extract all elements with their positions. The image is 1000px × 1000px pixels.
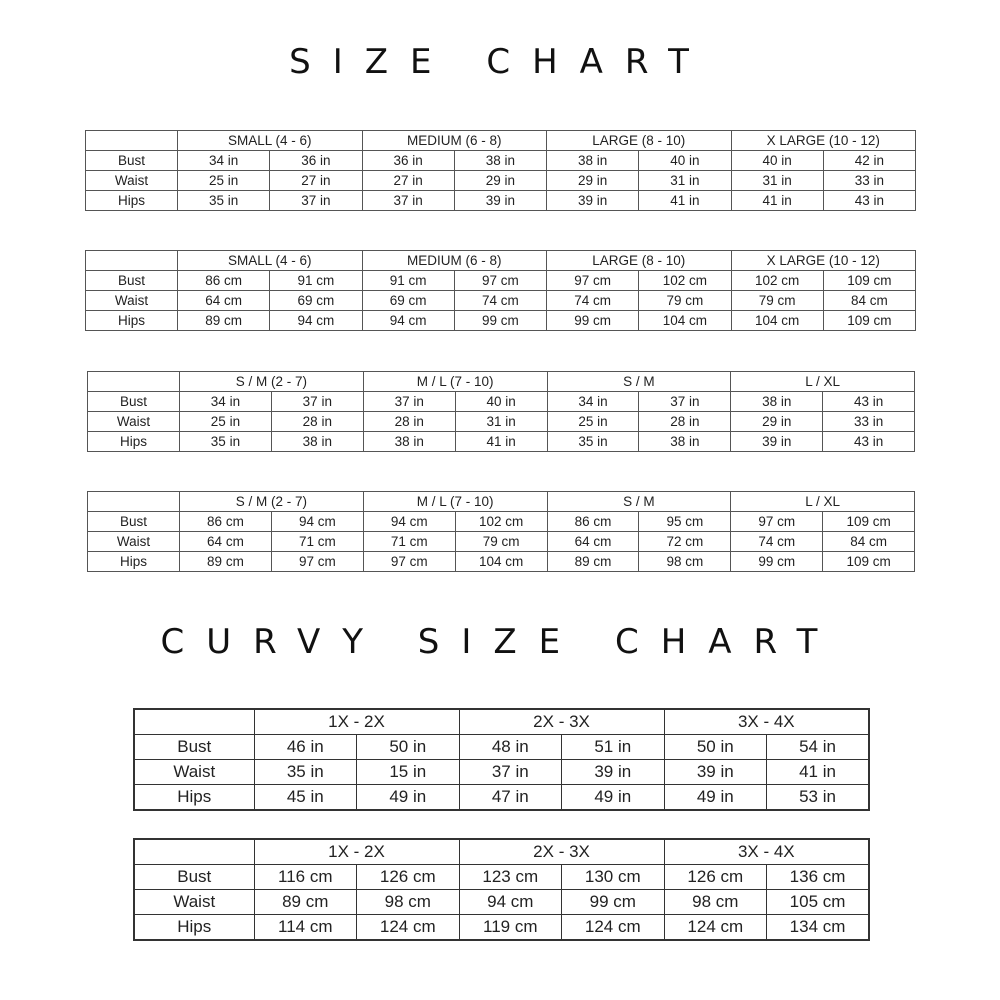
measurement-value: 98 cm	[639, 552, 731, 572]
size-header: S / M	[547, 372, 731, 392]
measurement-value: 38 in	[271, 432, 363, 452]
measurement-value: 104 cm	[455, 552, 547, 572]
size-header: 3X - 4X	[664, 709, 869, 735]
measurement-row	[88, 432, 915, 452]
measurement-value: 86 cm	[178, 271, 270, 291]
size-header: 1X - 2X	[254, 839, 459, 865]
size-header: M / L (7 - 10)	[363, 372, 547, 392]
measurement-value: 79 cm	[731, 291, 823, 311]
size-header-row	[86, 131, 916, 151]
measurement-value: 97 cm	[271, 552, 363, 572]
measurement-label: Bust	[88, 512, 180, 532]
measurement-label: Waist	[88, 532, 180, 552]
measurement-value: 41 in	[731, 191, 823, 211]
measurement-row	[134, 890, 869, 915]
measurement-value: 38 in	[454, 151, 546, 171]
curvy-table-1	[133, 708, 870, 811]
measurement-value: 49 in	[664, 785, 767, 811]
measurement-value: 64 cm	[178, 291, 270, 311]
measurement-value: 46 in	[254, 735, 357, 760]
measurement-value: 72 cm	[639, 532, 731, 552]
measurement-row	[88, 552, 915, 572]
measurement-value: 109 cm	[823, 311, 915, 331]
measurement-value: 119 cm	[459, 915, 562, 941]
measurement-value: 25 in	[178, 171, 270, 191]
measurement-value: 43 in	[823, 392, 915, 412]
measurement-value: 36 in	[362, 151, 454, 171]
measurement-value: 33 in	[823, 171, 915, 191]
size-table-2	[85, 250, 916, 331]
measurement-value: 64 cm	[547, 532, 639, 552]
measurement-row	[86, 311, 916, 331]
measurement-value: 99 cm	[731, 552, 823, 572]
measurement-value: 130 cm	[562, 865, 665, 890]
size-chart-title: SIZE CHART	[289, 42, 711, 82]
measurement-value: 25 in	[180, 412, 272, 432]
measurement-value: 94 cm	[270, 311, 362, 331]
corner-cell	[134, 839, 254, 865]
measurement-value: 33 in	[823, 412, 915, 432]
size-table-1	[85, 130, 916, 211]
measurement-value: 34 in	[547, 392, 639, 412]
measurement-label: Hips	[86, 191, 178, 211]
measurement-value: 123 cm	[459, 865, 562, 890]
curvy-table-2	[133, 838, 870, 941]
corner-cell	[88, 372, 180, 392]
measurement-value: 41 in	[767, 760, 870, 785]
measurement-value: 40 in	[731, 151, 823, 171]
measurement-value: 38 in	[363, 432, 455, 452]
measurement-value: 126 cm	[357, 865, 460, 890]
measurement-value: 40 in	[639, 151, 731, 171]
measurement-value: 25 in	[547, 412, 639, 432]
measurement-value: 102 cm	[731, 271, 823, 291]
measurement-value: 99 cm	[547, 311, 639, 331]
measurement-row	[134, 865, 869, 890]
measurement-value: 53 in	[767, 785, 870, 811]
measurement-value: 36 in	[270, 151, 362, 171]
measurement-label: Waist	[86, 291, 178, 311]
measurement-value: 126 cm	[664, 865, 767, 890]
size-header: M / L (7 - 10)	[363, 492, 547, 512]
measurement-value: 104 cm	[731, 311, 823, 331]
measurement-row	[86, 271, 916, 291]
size-header: S / M (2 - 7)	[180, 372, 364, 392]
measurement-value: 28 in	[639, 412, 731, 432]
measurement-value: 51 in	[562, 735, 665, 760]
measurement-label: Hips	[134, 915, 254, 941]
measurement-value: 29 in	[547, 171, 639, 191]
measurement-value: 97 cm	[547, 271, 639, 291]
measurement-label: Waist	[86, 171, 178, 191]
measurement-value: 37 in	[271, 392, 363, 412]
measurement-value: 84 cm	[823, 291, 915, 311]
measurement-value: 43 in	[823, 432, 915, 452]
size-header: LARGE (8 - 10)	[547, 131, 732, 151]
measurement-value: 38 in	[547, 151, 639, 171]
measurement-value: 37 in	[459, 760, 562, 785]
measurement-value: 35 in	[178, 191, 270, 211]
measurement-value: 102 cm	[639, 271, 731, 291]
measurement-value: 39 in	[562, 760, 665, 785]
measurement-label: Hips	[134, 785, 254, 811]
measurement-value: 99 cm	[562, 890, 665, 915]
measurement-value: 94 cm	[363, 512, 455, 532]
measurement-value: 94 cm	[459, 890, 562, 915]
size-header-row	[86, 251, 916, 271]
measurement-label: Hips	[88, 552, 180, 572]
size-header: MEDIUM (6 - 8)	[362, 131, 547, 151]
size-header: X LARGE (10 - 12)	[731, 251, 916, 271]
size-header: L / XL	[731, 372, 915, 392]
measurement-value: 86 cm	[547, 512, 639, 532]
measurement-row	[88, 412, 915, 432]
measurement-value: 41 in	[455, 432, 547, 452]
measurement-value: 39 in	[547, 191, 639, 211]
measurement-value: 105 cm	[767, 890, 870, 915]
measurement-value: 64 cm	[180, 532, 272, 552]
measurement-label: Waist	[88, 412, 180, 432]
measurement-value: 74 cm	[731, 532, 823, 552]
corner-cell	[86, 131, 178, 151]
measurement-value: 97 cm	[363, 552, 455, 572]
size-table-3	[87, 371, 915, 452]
measurement-value: 89 cm	[180, 552, 272, 572]
measurement-value: 43 in	[823, 191, 915, 211]
measurement-label: Bust	[134, 735, 254, 760]
size-header: MEDIUM (6 - 8)	[362, 251, 547, 271]
measurement-row	[86, 171, 916, 191]
measurement-value: 39 in	[664, 760, 767, 785]
measurement-value: 47 in	[459, 785, 562, 811]
size-header-row	[134, 839, 869, 865]
measurement-value: 35 in	[254, 760, 357, 785]
measurement-value: 50 in	[664, 735, 767, 760]
measurement-value: 84 cm	[823, 532, 915, 552]
corner-cell	[86, 251, 178, 271]
measurement-value: 134 cm	[767, 915, 870, 941]
curvy-size-chart-title: CURVY SIZE CHART	[160, 622, 840, 662]
measurement-value: 109 cm	[823, 271, 915, 291]
measurement-value: 42 in	[823, 151, 915, 171]
measurement-value: 124 cm	[562, 915, 665, 941]
measurement-value: 29 in	[454, 171, 546, 191]
size-header: S / M	[547, 492, 731, 512]
corner-cell	[88, 492, 180, 512]
measurement-value: 48 in	[459, 735, 562, 760]
measurement-value: 109 cm	[823, 552, 915, 572]
measurement-label: Waist	[134, 760, 254, 785]
measurement-row	[88, 392, 915, 412]
measurement-value: 31 in	[639, 171, 731, 191]
measurement-label: Bust	[134, 865, 254, 890]
measurement-value: 29 in	[731, 412, 823, 432]
measurement-value: 40 in	[455, 392, 547, 412]
measurement-label: Hips	[88, 432, 180, 452]
size-header: LARGE (8 - 10)	[547, 251, 732, 271]
measurement-value: 74 cm	[547, 291, 639, 311]
size-header-row	[134, 709, 869, 735]
measurement-value: 31 in	[455, 412, 547, 432]
measurement-value: 79 cm	[455, 532, 547, 552]
measurement-value: 49 in	[357, 785, 460, 811]
measurement-value: 69 cm	[270, 291, 362, 311]
measurement-row	[134, 735, 869, 760]
measurement-value: 99 cm	[454, 311, 546, 331]
measurement-row	[88, 532, 915, 552]
measurement-value: 94 cm	[271, 512, 363, 532]
measurement-value: 38 in	[731, 392, 823, 412]
measurement-value: 39 in	[454, 191, 546, 211]
measurement-value: 31 in	[731, 171, 823, 191]
measurement-value: 74 cm	[454, 291, 546, 311]
measurement-value: 54 in	[767, 735, 870, 760]
measurement-label: Waist	[134, 890, 254, 915]
measurement-value: 91 cm	[270, 271, 362, 291]
measurement-label: Bust	[86, 271, 178, 291]
measurement-value: 37 in	[639, 392, 731, 412]
measurement-value: 136 cm	[767, 865, 870, 890]
size-header: SMALL (4 - 6)	[178, 131, 363, 151]
measurement-value: 86 cm	[180, 512, 272, 532]
measurement-row	[86, 191, 916, 211]
measurement-value: 35 in	[180, 432, 272, 452]
measurement-value: 34 in	[180, 392, 272, 412]
measurement-value: 89 cm	[547, 552, 639, 572]
measurement-value: 102 cm	[455, 512, 547, 532]
measurement-value: 27 in	[362, 171, 454, 191]
measurement-value: 50 in	[357, 735, 460, 760]
measurement-value: 79 cm	[639, 291, 731, 311]
measurement-value: 71 cm	[363, 532, 455, 552]
size-header: L / XL	[731, 492, 915, 512]
measurement-row	[134, 785, 869, 811]
measurement-value: 27 in	[270, 171, 362, 191]
measurement-value: 104 cm	[639, 311, 731, 331]
measurement-label: Bust	[88, 392, 180, 412]
size-header-row	[88, 492, 915, 512]
measurement-value: 28 in	[363, 412, 455, 432]
measurement-value: 97 cm	[454, 271, 546, 291]
measurement-value: 45 in	[254, 785, 357, 811]
measurement-value: 35 in	[547, 432, 639, 452]
size-header: 2X - 3X	[459, 839, 664, 865]
size-table-4	[87, 491, 915, 572]
measurement-value: 69 cm	[362, 291, 454, 311]
measurement-value: 89 cm	[254, 890, 357, 915]
measurement-value: 91 cm	[362, 271, 454, 291]
measurement-label: Bust	[86, 151, 178, 171]
corner-cell	[134, 709, 254, 735]
measurement-value: 89 cm	[178, 311, 270, 331]
measurement-value: 97 cm	[731, 512, 823, 532]
size-header: 1X - 2X	[254, 709, 459, 735]
size-header-row	[88, 372, 915, 392]
measurement-value: 41 in	[639, 191, 731, 211]
size-header: 2X - 3X	[459, 709, 664, 735]
measurement-value: 37 in	[362, 191, 454, 211]
measurement-row	[86, 151, 916, 171]
size-header: X LARGE (10 - 12)	[731, 131, 916, 151]
measurement-value: 71 cm	[271, 532, 363, 552]
measurement-value: 94 cm	[362, 311, 454, 331]
measurement-value: 37 in	[270, 191, 362, 211]
size-header: 3X - 4X	[664, 839, 869, 865]
measurement-value: 98 cm	[357, 890, 460, 915]
measurement-value: 124 cm	[357, 915, 460, 941]
measurement-value: 116 cm	[254, 865, 357, 890]
measurement-value: 28 in	[271, 412, 363, 432]
measurement-value: 98 cm	[664, 890, 767, 915]
measurement-value: 109 cm	[823, 512, 915, 532]
measurement-value: 15 in	[357, 760, 460, 785]
measurement-value: 95 cm	[639, 512, 731, 532]
measurement-value: 124 cm	[664, 915, 767, 941]
measurement-value: 37 in	[363, 392, 455, 412]
measurement-row	[86, 291, 916, 311]
measurement-value: 39 in	[731, 432, 823, 452]
measurement-value: 34 in	[178, 151, 270, 171]
measurement-value: 38 in	[639, 432, 731, 452]
measurement-label: Hips	[86, 311, 178, 331]
measurement-row	[88, 512, 915, 532]
measurement-row	[134, 760, 869, 785]
measurement-row	[134, 915, 869, 941]
measurement-value: 49 in	[562, 785, 665, 811]
size-header: SMALL (4 - 6)	[178, 251, 363, 271]
measurement-value: 114 cm	[254, 915, 357, 941]
size-header: S / M (2 - 7)	[180, 492, 364, 512]
